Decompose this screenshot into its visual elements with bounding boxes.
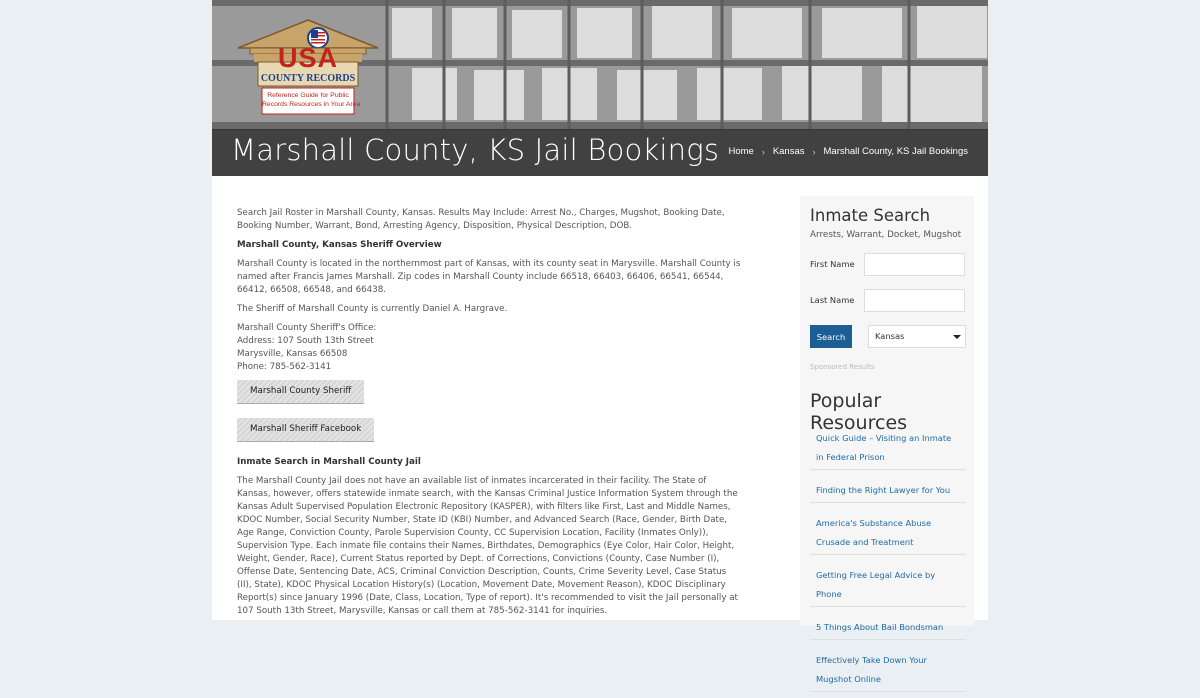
chevron-right-icon: › xyxy=(812,146,816,157)
list-item xyxy=(810,509,966,555)
state-select-value: Kansas xyxy=(875,331,905,341)
breadcrumb xyxy=(728,146,968,157)
marshall-county-sheriff-button[interactable]: Marshall County Sheriff xyxy=(237,380,364,404)
last-name-input[interactable] xyxy=(864,289,965,312)
office-line: Marshall County Sheriff's Office: xyxy=(237,323,377,333)
search-button[interactable]: Search xyxy=(810,325,852,348)
overview-paragraph: Marshall County is located in the northernmost part of Kansas, with its county seat in Marysville. Marshall County is named after Francis James Marshall. Zip codes in Marshall County include 66518, 66403, 66406, 66541, 66544, 66412, 66508, 66548, and 66438. xyxy=(237,259,741,295)
breadcrumb-kansas-link[interactable]: Kansas xyxy=(772,146,805,157)
office-address-block xyxy=(237,322,742,374)
breadcrumb-current: Marshall County, KS Jail Bookings xyxy=(823,146,968,157)
state-select[interactable] xyxy=(868,325,966,348)
list-item xyxy=(810,424,966,470)
breadcrumb-home-link[interactable]: Home xyxy=(728,146,754,157)
resource-link[interactable]: 5 Things About Bail Bondsman xyxy=(816,622,944,632)
chevron-right-icon: › xyxy=(761,146,765,157)
inmate-search-paragraph: The Marshall County Jail does not have an available list of inmates incarcerated in their facility. The State of Kansas, however, offers statewide inmate search, with the Kansas Criminal Justice Information System through the Kansas Adult Supervised Population Electronic Repository (KASPER), with filters like First, Last and Middle Names, KDOC Number, Social Security Number, State ID (KBI) Number, and Advanced Search (Race, Gender, Birth Date, Age Range, Conviction County, Parole Supervision County, CC Supervision Location, Facility (Inmates Only)), Supervision Type. Each inmate file contains their Names, Birthdates, Demographics (Eye Color, Hair Color, Height, Weight, Gender, Race), Current Status reported by Dept. of Corrections, Convictions (County, Case Number (I), Offense Date, Sentencing Date, ACS, Criminal Conviction Description, Counts, Crime Severity Level, Case Status (II), State), KDOC Physical Location History(s) (Location, Movement Date, Movement Reason), KDOC Disciplinary Report(s) since January 1996 (Date, Class, Location, Type of report). It's recommended to visit the Jail personally at 107 South 13th Street, Marysville, Kansas or call them at 785-562-3141 for inquiries. xyxy=(237,476,738,616)
resource-link[interactable]: Getting Free Legal Advice by Phone xyxy=(816,570,936,599)
popular-resources-list xyxy=(810,424,966,698)
list-item xyxy=(810,613,966,640)
page-container xyxy=(212,0,988,684)
overview-heading: Marshall County, Kansas Sheriff Overview xyxy=(237,240,442,250)
resource-link[interactable]: Quick Guide – Visiting an Inmate in Federal Prison xyxy=(816,433,952,462)
popular-resources-title: Popular Resources xyxy=(810,390,908,434)
first-name-input[interactable] xyxy=(864,253,965,276)
list-item xyxy=(810,476,966,503)
inmate-search-subtitle: Arrests, Warrant, Docket, Mugshot xyxy=(810,230,962,240)
list-item xyxy=(810,646,966,692)
office-line: Address: 107 South 13th Street xyxy=(237,336,374,346)
caret-down-icon xyxy=(953,335,961,339)
sheriff-paragraph: The Sheriff of Marshall County is currently Daniel A. Hargrave. xyxy=(237,304,508,314)
header-banner xyxy=(212,0,988,176)
sidebar xyxy=(800,196,974,684)
page-title: Marshall County, KS Jail Bookings xyxy=(231,133,720,167)
list-item xyxy=(810,561,966,607)
resource-link[interactable]: America's Substance Abuse Crusade and Treatment xyxy=(816,518,932,547)
logo-tagline-1: Reference Guide for Public xyxy=(267,92,349,99)
first-name-label: First Name xyxy=(810,259,855,269)
logo-tagline-2: Records Resources in Your Area xyxy=(262,101,361,108)
marshall-sheriff-facebook-button[interactable]: Marshall Sheriff Facebook xyxy=(237,418,374,442)
logo-usa-text: USA xyxy=(277,43,338,73)
site-logo[interactable] xyxy=(228,18,388,118)
resource-link[interactable]: Effectively Take Down Your Mugshot Online xyxy=(816,655,927,684)
intro-paragraph: Search Jail Roster in Marshall County, Kansas. Results May Include: Arrest No., Charges, Mugshot, Booking Date, Booking Number, Warrant, Bond, Arresting Agency, Disposition, Physical Description, DOB. xyxy=(237,208,725,231)
office-line: Marysville, Kansas 66508 xyxy=(237,349,348,359)
office-line: Phone: 785-562-3141 xyxy=(237,362,332,372)
sponsored-results-label: Sponsored Results xyxy=(810,363,875,371)
inmate-search-heading: Inmate Search in Marshall County Jail xyxy=(237,457,421,467)
main-content xyxy=(237,207,742,624)
resource-link[interactable]: Finding the Right Lawyer for You xyxy=(816,485,951,495)
last-name-label: Last Name xyxy=(810,295,855,305)
logo-county-records-text: COUNTY RECORDS xyxy=(260,73,356,84)
inmate-search-title: Inmate Search xyxy=(810,206,931,225)
